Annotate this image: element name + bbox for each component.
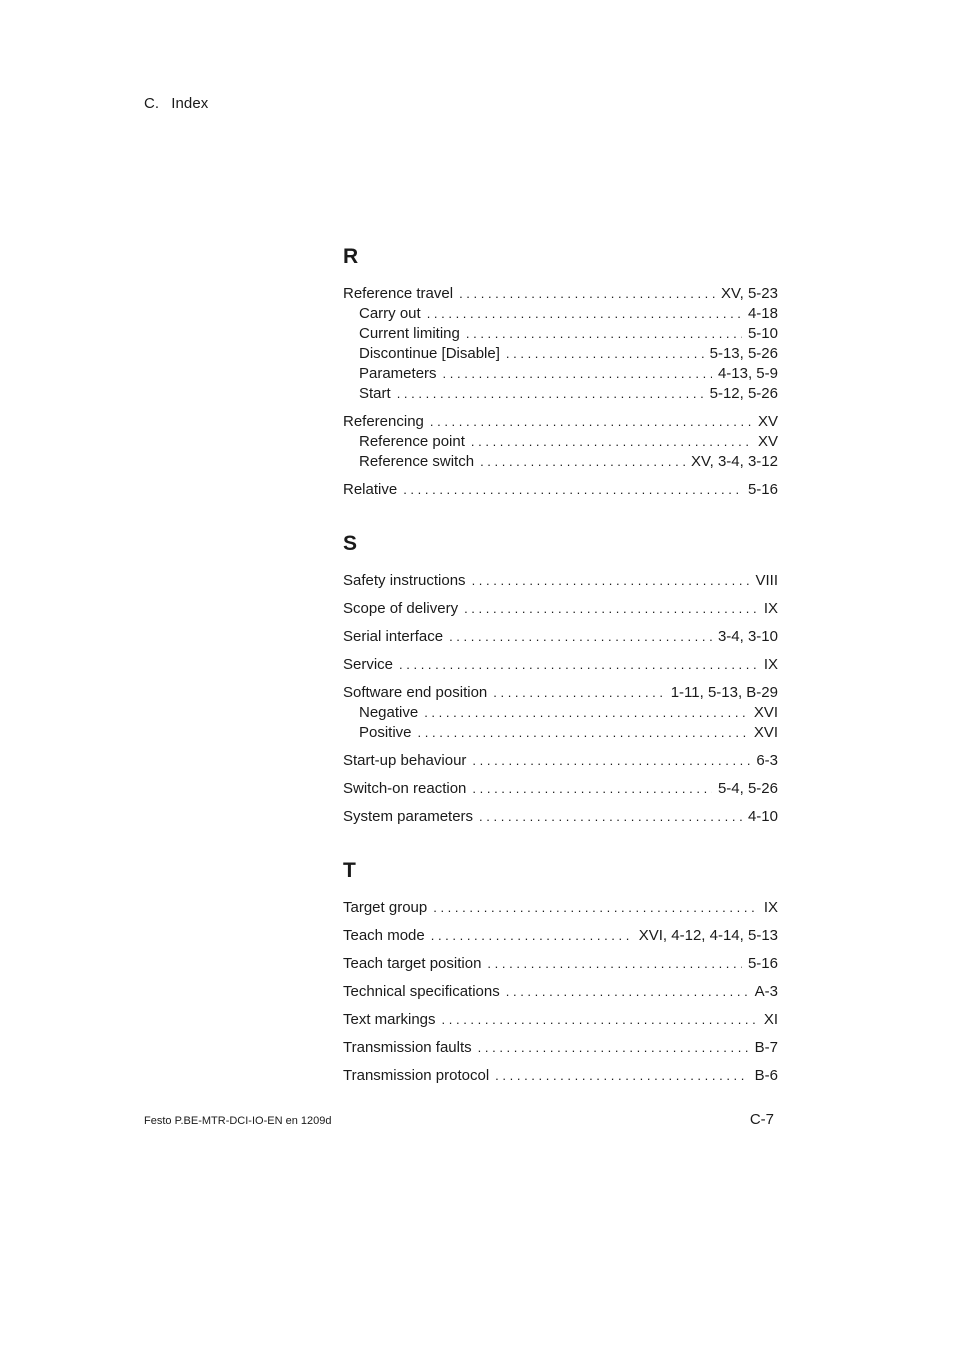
index-entry xyxy=(343,926,778,946)
index-term: Start-up behaviour xyxy=(343,752,467,769)
index-entry-group xyxy=(343,284,778,404)
index-term: Parameters xyxy=(359,365,437,382)
index-entry xyxy=(343,627,778,647)
index-term: Target group xyxy=(343,899,428,916)
section-letter: T xyxy=(343,859,356,882)
index-page-refs: 5-12, 5-26 xyxy=(709,385,778,402)
dot-leader xyxy=(495,1066,748,1086)
index-entry-group xyxy=(343,779,778,799)
index-term: Service xyxy=(343,656,394,673)
index-entry-group xyxy=(343,599,778,619)
dot-leader xyxy=(493,683,664,703)
dot-leader xyxy=(403,480,742,500)
index-subentry xyxy=(343,324,778,344)
index-page-refs: A-3 xyxy=(754,983,778,1000)
index-page-refs: 4-10 xyxy=(747,808,778,825)
index-page-refs: IX xyxy=(763,600,778,617)
index-subentry xyxy=(343,384,778,404)
index-term: Transmission faults xyxy=(343,1039,472,1056)
dot-leader xyxy=(459,284,715,304)
index-entry xyxy=(343,954,778,974)
index-term: Carry out xyxy=(359,305,421,322)
index-section-t xyxy=(343,857,778,1086)
dot-leader xyxy=(443,364,712,384)
index-page-refs: B-6 xyxy=(754,1067,778,1084)
index-page-refs: 5-10 xyxy=(747,325,778,342)
index-term: Discontinue [Disable] xyxy=(359,345,500,362)
chapter-label: C. xyxy=(144,95,160,112)
index-page-refs: 5-13, 5-26 xyxy=(709,345,778,362)
index-entry xyxy=(343,779,778,799)
index-term: System parameters xyxy=(343,808,474,825)
index-page-refs: XV, 5-23 xyxy=(721,285,778,302)
running-header xyxy=(144,95,208,112)
index-entry-group xyxy=(343,751,778,771)
index-entry-group xyxy=(343,1038,778,1058)
index-entry xyxy=(343,982,778,1002)
index-subentry xyxy=(343,364,778,384)
dot-leader xyxy=(397,384,704,404)
index-page-refs: XV xyxy=(757,413,778,430)
dot-leader xyxy=(430,412,752,432)
section-letter: R xyxy=(343,245,359,268)
index-subentry xyxy=(343,452,778,472)
index-subentry xyxy=(343,723,778,743)
index-entry-group xyxy=(343,926,778,946)
index-entry-group xyxy=(343,807,778,827)
index-section-s xyxy=(343,530,778,827)
index-page-refs: XVI xyxy=(753,724,778,741)
index-term: Teach target position xyxy=(343,955,482,972)
index-term: Teach mode xyxy=(343,927,425,944)
index-entry-group xyxy=(343,1066,778,1086)
index-entry-group xyxy=(343,655,778,675)
dot-leader xyxy=(431,926,633,946)
index-page-refs: 4-18 xyxy=(747,305,778,322)
index-entry-group xyxy=(343,1010,778,1030)
index-term: Switch-on reaction xyxy=(343,780,467,797)
index-term: Reference switch xyxy=(359,453,475,470)
index-term: Reference travel xyxy=(343,285,454,302)
dot-leader xyxy=(418,723,748,743)
dot-leader xyxy=(480,452,685,472)
index-subentry xyxy=(343,432,778,452)
dot-leader xyxy=(442,1010,758,1030)
dot-leader xyxy=(449,627,712,647)
dot-leader xyxy=(472,779,712,799)
index-entry xyxy=(343,599,778,619)
index-term: Text markings xyxy=(343,1011,436,1028)
index-column xyxy=(343,243,778,1094)
dot-leader xyxy=(424,703,748,723)
index-page-refs: VIII xyxy=(755,572,778,589)
index-term: Current limiting xyxy=(359,325,460,342)
index-page-refs: XVI, 4-12, 4-14, 5-13 xyxy=(638,927,778,944)
dot-leader xyxy=(506,344,704,364)
index-term: Negative xyxy=(359,704,419,721)
index-entry xyxy=(343,284,778,304)
index-page-refs: B-7 xyxy=(754,1039,778,1056)
dot-leader xyxy=(487,954,742,974)
index-entry xyxy=(343,412,778,432)
index-subentry xyxy=(343,703,778,723)
index-page-refs: XVI xyxy=(753,704,778,721)
index-entry-group xyxy=(343,571,778,591)
index-page-refs: 6-3 xyxy=(756,752,778,769)
dot-leader xyxy=(464,599,758,619)
index-entry xyxy=(343,751,778,771)
footer-document-id: Festo P.BE-MTR-DCI-IO-EN en 1209d xyxy=(144,1115,332,1127)
index-page-refs: XV xyxy=(757,433,778,450)
index-page-refs: 5-4, 5-26 xyxy=(717,780,778,797)
index-entry xyxy=(343,571,778,591)
index-section-r xyxy=(343,243,778,500)
index-term: Software end position xyxy=(343,684,488,701)
index-page-refs: IX xyxy=(763,656,778,673)
index-page-refs: XI xyxy=(763,1011,778,1028)
index-page-refs: 5-16 xyxy=(747,955,778,972)
index-term: Scope of delivery xyxy=(343,600,459,617)
index-page-refs: XV, 3-4, 3-12 xyxy=(690,453,778,470)
dot-leader xyxy=(472,571,750,591)
index-page-refs: 4-13, 5-9 xyxy=(717,365,778,382)
index-term: Serial interface xyxy=(343,628,444,645)
index-entry-group xyxy=(343,627,778,647)
header-title: Index xyxy=(171,95,209,112)
index-entry xyxy=(343,683,778,703)
index-entry xyxy=(343,1010,778,1030)
dot-leader xyxy=(478,1038,749,1058)
index-term: Start xyxy=(359,385,391,402)
dot-leader xyxy=(506,982,749,1002)
index-entry xyxy=(343,480,778,500)
index-subentry xyxy=(343,304,778,324)
index-entry-group xyxy=(343,683,778,743)
dot-leader xyxy=(427,304,742,324)
index-entry xyxy=(343,1038,778,1058)
index-page-refs: 1-11, 5-13, B-29 xyxy=(670,684,778,701)
index-page-refs: IX xyxy=(763,899,778,916)
footer-page-number: C-7 xyxy=(749,1111,774,1128)
index-term: Transmission protocol xyxy=(343,1067,490,1084)
index-entry-group xyxy=(343,412,778,472)
index-page-refs: 5-16 xyxy=(747,481,778,498)
index-term: Referencing xyxy=(343,413,424,430)
index-entry xyxy=(343,655,778,675)
dot-leader xyxy=(471,432,752,452)
index-entry-group xyxy=(343,480,778,500)
index-entry xyxy=(343,807,778,827)
section-letter: S xyxy=(343,532,358,555)
index-term: Reference point xyxy=(359,433,465,450)
index-entry xyxy=(343,898,778,918)
index-term: Technical specifications xyxy=(343,983,500,1000)
index-term: Positive xyxy=(359,724,412,741)
dot-leader xyxy=(479,807,742,827)
index-subentry xyxy=(343,344,778,364)
index-term: Safety instructions xyxy=(343,572,466,589)
dot-leader xyxy=(433,898,758,918)
index-page-refs: 3-4, 3-10 xyxy=(717,628,778,645)
dot-leader xyxy=(466,324,742,344)
dot-leader xyxy=(399,655,758,675)
index-entry-group xyxy=(343,898,778,918)
index-entry-group xyxy=(343,982,778,1002)
index-entry xyxy=(343,1066,778,1086)
index-entry-group xyxy=(343,954,778,974)
index-term: Relative xyxy=(343,481,398,498)
dot-leader xyxy=(472,751,750,771)
